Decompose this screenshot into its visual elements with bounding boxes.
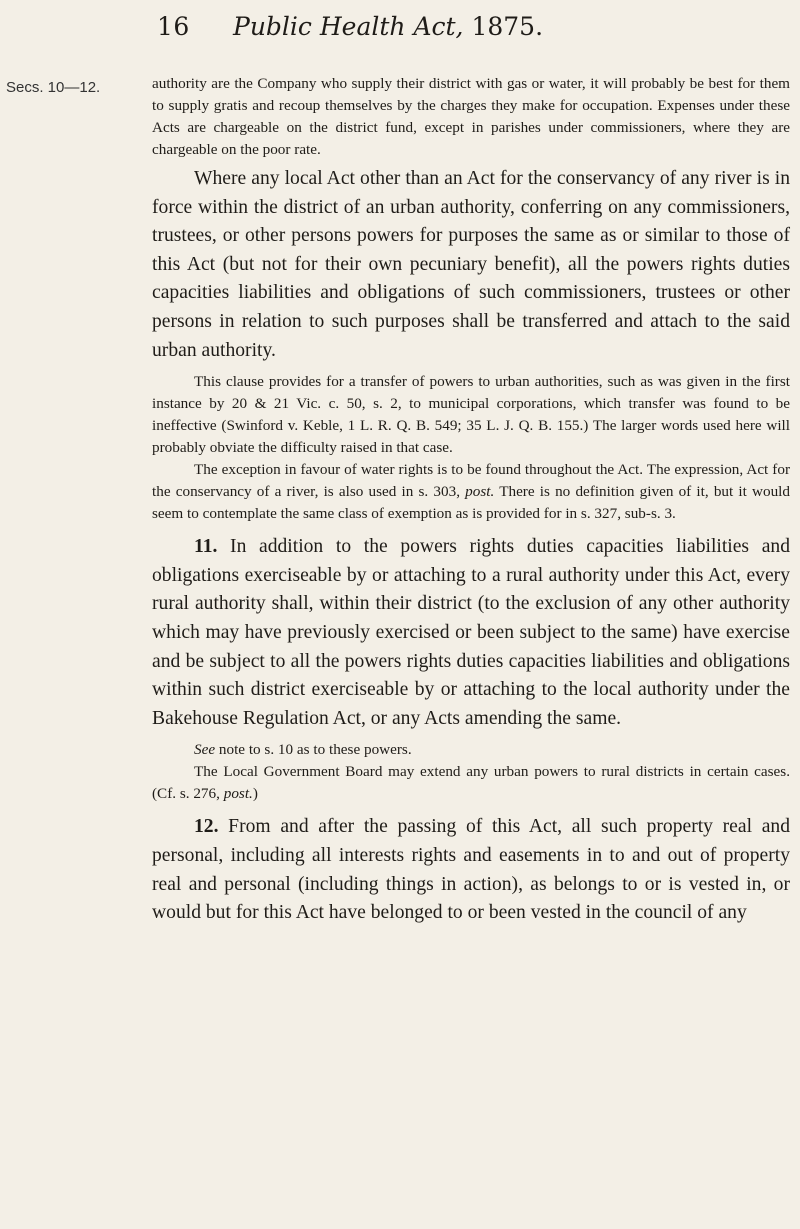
see-text: note to s. 10 as to these powers. — [215, 741, 412, 759]
post-reference: post. — [465, 483, 495, 501]
section-12-text — [152, 813, 790, 927]
note-paragraph-transfer: This clause provides for a transfer of powers to urban authorities, such as was given in the first instance by 20 & 21 Vic. c. 50, s. 2, to municipal corporations, which transfer was found to be ineffective (Swinford v. Keble, 1 L. R. Q. B. 549; 35 L. J. Q. B. 155.) The larger words used here will probably obviate the difficulty raised in that case. — [152, 373, 790, 457]
note-paragraph-see — [152, 739, 790, 761]
page-number: 16 — [157, 12, 190, 41]
running-head-title: Public Health Act, — [233, 12, 464, 41]
post-reference-2: post. — [223, 785, 253, 803]
lgb-text-a: The Local Government Board may extend any urban powers to rural districts in certain cases. (Cf. s. 276, — [152, 763, 790, 803]
section-10-text: Where any local Act other than an Act for the conservancy of any river is in force within the district of an urban authority, conferring on any commissioners, trustees, or other persons powers for purposes the same as or similar to those of this Act (but not for their own pecuniary benefit), all the powers rights duties capacities liabilities and obligations of such commissioners, trustees or other persons in relation to such purposes shall be transferred and attach to the said urban authority. — [152, 168, 790, 361]
note-text-b: There is no definition given of it, but it would seem to contemplate the same class of exemption as is provided for in s. 327, sub-s. 3. — [152, 483, 790, 523]
section-11-text — [152, 533, 790, 733]
section-11-body: In addition to the powers rights duties capacities liabilities and obligations exerciseable by or attaching to a rural authority under this Act, every rural authority shall, within their district (to the exclusion of any other authority which may have previously exercised or been subject to the same) have exercise and be subject to all the powers rights duties capacities liabilities and obligations within such district exerciseable by or attaching to the local authority under the Bakehouse Regulation Act, or any Acts amending the same. — [152, 536, 790, 729]
section-12-number: 12. — [194, 816, 219, 838]
page-body — [152, 73, 790, 928]
section-11-number: 11. — [194, 536, 218, 558]
running-head-year: 1875. — [471, 12, 544, 41]
note-text-a: The exception in favour of water rights is to be found throughout the Act. The expression, Act for the conservancy of a river, is also used in s. 303, — [152, 461, 790, 501]
running-head — [233, 12, 543, 41]
note-paragraph-lgb — [152, 761, 790, 805]
see-word: See — [194, 741, 216, 759]
note-paragraph-water-rights — [152, 459, 790, 525]
note-paragraph-continued: authority are the Company who supply their district with gas or water, it will probably be best for them to supply gratis and recoup themselves by the charges they make for occupation. Expenses under these Acts are chargeable on the district fund, except in parishes under commissioners, where they are chargeable on the poor rate. — [152, 75, 790, 158]
section-12-body: From and after the passing of this Act, all such property real and personal, including all interests rights and easements in to and out of property real and personal (including things in action), as belongs to or is vested in, or would but for this Act have belonged to or been vested in the council of any — [152, 816, 790, 924]
lgb-text-b: ) — [252, 785, 258, 803]
margin-note: Secs. 10—12. — [6, 79, 101, 96]
